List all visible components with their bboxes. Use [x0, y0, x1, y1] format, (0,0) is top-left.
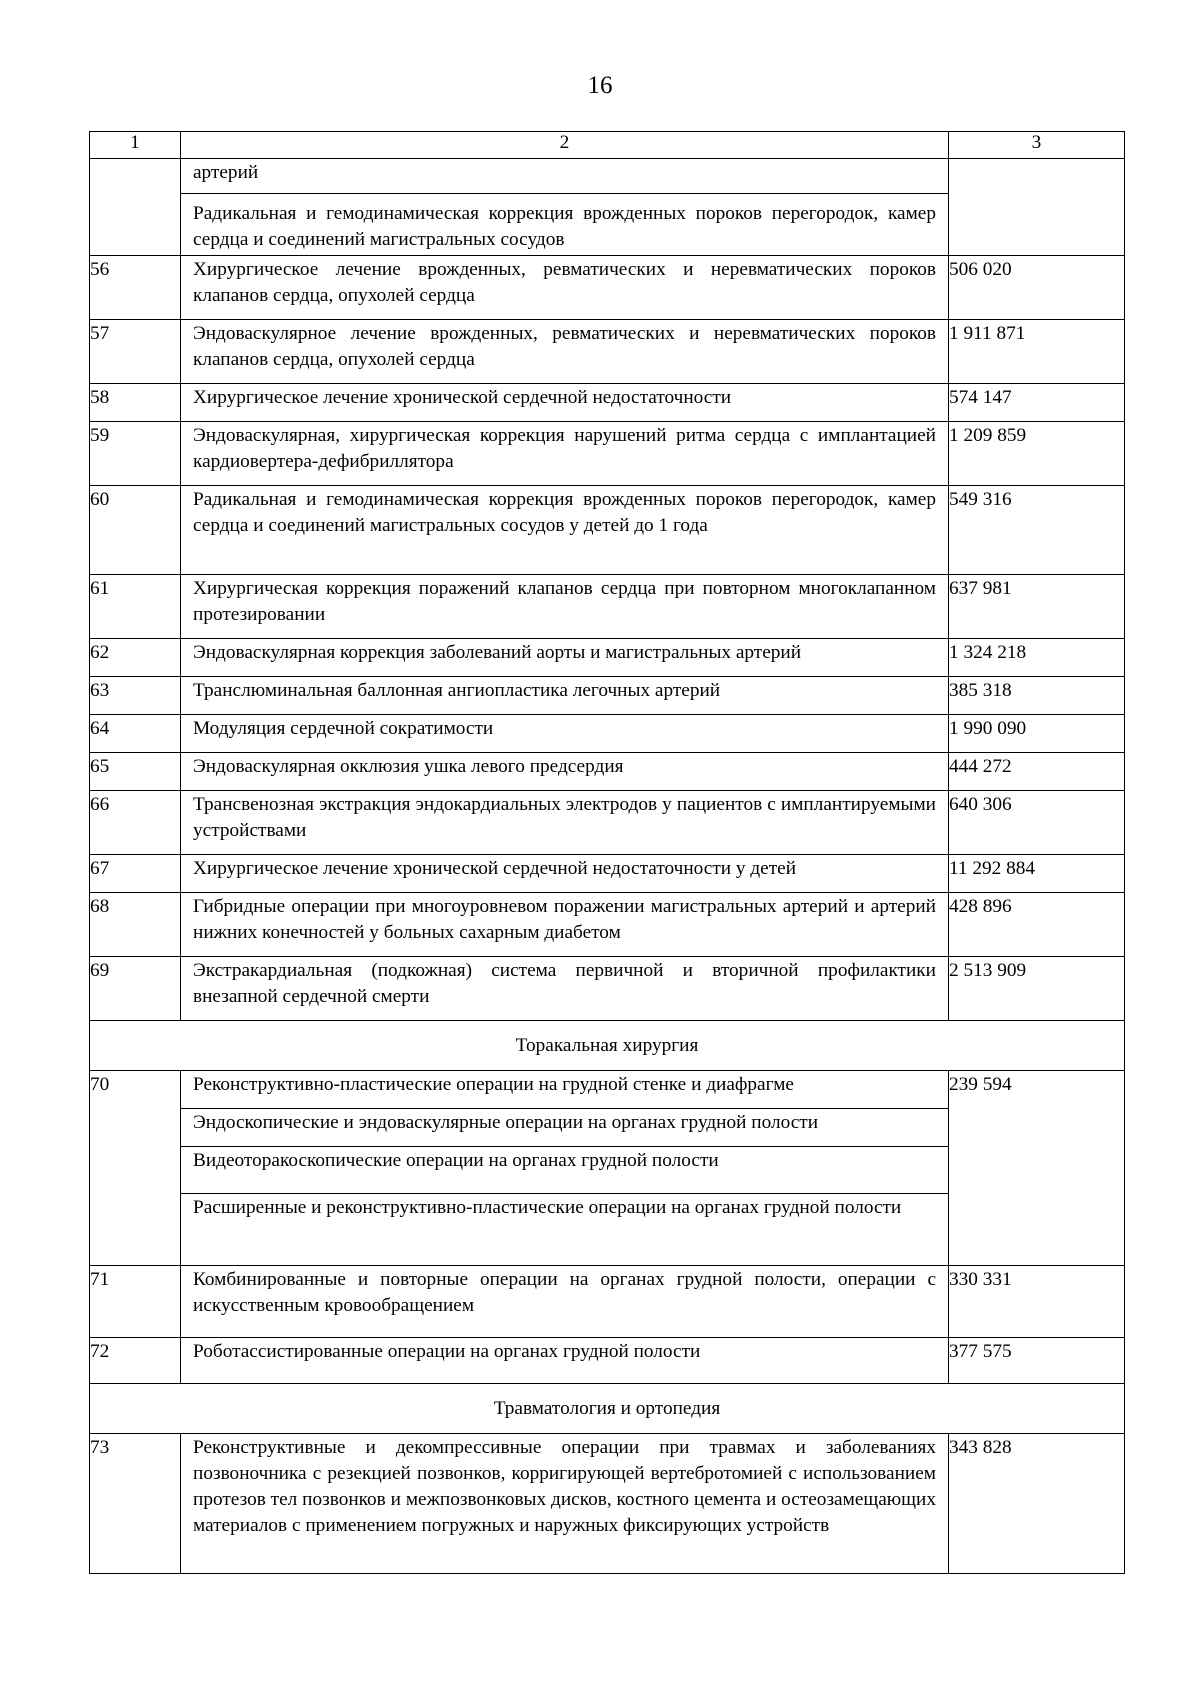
row-value-text: 385 318: [949, 680, 1012, 701]
section-heading-thoracic: Торакальная хирургия: [90, 1021, 1125, 1071]
row-description-text: Хирургическое лечение врожденных, ревматических и неревматических пороков клапанов сердца, опухолей сердца: [193, 259, 936, 306]
row-description: [181, 677, 949, 715]
row-number-text: 63: [90, 680, 110, 701]
row-description: [181, 1147, 949, 1194]
row-number-text: 72: [90, 1341, 110, 1362]
table-row: [90, 384, 1125, 422]
row-number: [90, 256, 181, 320]
table-row: [90, 639, 1125, 677]
row-number-text: 73: [90, 1437, 110, 1458]
row-description-text: Хирургическое лечение хронической сердечной недостаточности у детей: [193, 858, 797, 879]
row-description: [181, 486, 949, 575]
row-description: [181, 753, 949, 791]
row-value-text: 506 020: [949, 259, 1012, 280]
row-number-text: 60: [90, 489, 110, 510]
section-heading-row: [90, 1384, 1125, 1434]
row-description: [181, 893, 949, 957]
row-description: [181, 1434, 949, 1574]
row-value: [949, 715, 1125, 753]
row-description-text: Модуляция сердечной сократимости: [193, 718, 494, 739]
row-value: [949, 486, 1125, 575]
table-row: [90, 320, 1125, 384]
row-number: [90, 1338, 181, 1384]
table-row: [90, 486, 1125, 575]
row-value: [949, 1434, 1125, 1574]
row-value-text: 640 306: [949, 794, 1012, 815]
row-value: [949, 1266, 1125, 1338]
row-description: [181, 855, 949, 893]
row-number-text: 56: [90, 259, 110, 280]
section-heading-row: [90, 1021, 1125, 1071]
row-value-text: 1 324 218: [949, 642, 1027, 663]
table-row: [90, 1266, 1125, 1338]
table-row: [90, 753, 1125, 791]
row-number-text: 62: [90, 642, 110, 663]
row-description-text: Транслюминальная баллонная ангиопластика легочных артерий: [193, 680, 721, 701]
row-description-text: Реконструктивно-пластические операции на грудной стенке и диафрагме: [193, 1074, 794, 1095]
row-value: [949, 159, 1125, 256]
row-description: [181, 1109, 949, 1147]
row-number: [90, 486, 181, 575]
row-description: [181, 1338, 949, 1384]
row-description-text: Реконструктивные и декомпрессивные операции при травмах и заболеваниях позвоночника с резекцией позвонков, корригирующей вертебротомией с использованием протезов тел позвонков и межпозвонковых дисков, костного цемента и остеозамещающих материалов с применением погружных и наружных фиксирующих устройств: [193, 1437, 936, 1536]
row-value: [949, 256, 1125, 320]
row-number-text: 58: [90, 387, 110, 408]
row-value-text: 1 209 859: [949, 425, 1027, 446]
row-description: [181, 320, 949, 384]
row-value: [949, 677, 1125, 715]
row-value: [949, 893, 1125, 957]
table-row: [90, 1071, 1125, 1109]
row-value-text: 330 331: [949, 1269, 1012, 1290]
row-value-text: 2 513 909: [949, 960, 1027, 981]
header-label: 2: [559, 132, 570, 153]
tariff-table: [89, 131, 1125, 1574]
row-description-text: Радикальная и гемодинамическая коррекция врожденных пороков перегородок, камер сердца и соединений магистральных сосудов у детей до 1 года: [193, 489, 936, 536]
row-number: [90, 753, 181, 791]
row-description-text: Гибридные операции при многоуровневом поражении магистральных артерий и артерий нижних конечностей у больных сахарным диабетом: [193, 896, 936, 943]
row-number: [90, 1071, 181, 1266]
row-description: [181, 159, 949, 194]
row-number: [90, 575, 181, 639]
row-number: [90, 855, 181, 893]
row-description: [181, 639, 949, 677]
row-number: [90, 715, 181, 753]
row-description-text: Экстракардиальная (подкожная) система первичной и вторичной профилактики внезапной сердечной смерти: [193, 960, 936, 1007]
row-value: [949, 1338, 1125, 1384]
row-number: [90, 1434, 181, 1574]
row-description: [181, 384, 949, 422]
row-description-text: Роботассистированные операции на органах грудной полости: [193, 1341, 701, 1362]
row-number-text: 57: [90, 323, 110, 344]
row-number: [90, 893, 181, 957]
table-row: [90, 1338, 1125, 1384]
table-row: [90, 422, 1125, 486]
row-number: [90, 422, 181, 486]
row-value-text: 574 147: [949, 387, 1012, 408]
row-value-text: 343 828: [949, 1437, 1012, 1458]
table-row: [90, 159, 1125, 194]
row-value: [949, 791, 1125, 855]
table-row: [90, 256, 1125, 320]
table-row: [90, 715, 1125, 753]
row-value-text: 428 896: [949, 896, 1012, 917]
row-description: [181, 1266, 949, 1338]
row-description: [181, 1194, 949, 1266]
row-number-text: 64: [90, 718, 110, 739]
row-description: [181, 715, 949, 753]
row-value: [949, 957, 1125, 1021]
row-description-text: Радикальная и гемодинамическая коррекция врожденных пороков перегородок, камер сердца и соединений магистральных сосудов: [193, 203, 936, 250]
header-label: 1: [130, 132, 140, 153]
row-number-text: 67: [90, 858, 110, 879]
row-description: [181, 194, 949, 256]
row-number-text: 61: [90, 578, 110, 599]
table-row: [90, 957, 1125, 1021]
row-description: [181, 957, 949, 1021]
row-value-text: 444 272: [949, 756, 1012, 777]
table-row: [90, 677, 1125, 715]
row-number: [90, 1266, 181, 1338]
row-number-text: 66: [90, 794, 110, 815]
row-number: [90, 159, 181, 256]
row-description-text: Хирургическое лечение хронической сердечной недостаточности: [193, 387, 732, 408]
row-description-text: Эндоваскулярная, хирургическая коррекция нарушений ритма сердца с имплантацией кардиовертера-дефибриллятора: [193, 425, 936, 472]
row-value-text: 637 981: [949, 578, 1012, 599]
row-number: [90, 791, 181, 855]
row-description-text: артерий: [193, 162, 259, 183]
row-number-text: 71: [90, 1269, 110, 1290]
row-value: [949, 575, 1125, 639]
row-description-text: Расширенные и реконструктивно-пластические операции на органах грудной полости: [193, 1197, 902, 1218]
row-description-text: Комбинированные и повторные операции на органах грудной полости, операции с искусственным кровообращением: [193, 1269, 936, 1316]
row-number: [90, 957, 181, 1021]
row-description: [181, 422, 949, 486]
header-col-1: [90, 132, 181, 159]
table-row: [90, 791, 1125, 855]
row-number: [90, 639, 181, 677]
row-description-text: Эндоскопические и эндоваскулярные операции на органах грудной полости: [193, 1112, 819, 1133]
row-value-text: 239 594: [949, 1074, 1012, 1095]
row-description: [181, 791, 949, 855]
row-number-text: 69: [90, 960, 110, 981]
table-row: [90, 1434, 1125, 1574]
row-description-text: Хирургическая коррекция поражений клапанов сердца при повторном многоклапанном протезировании: [193, 578, 936, 625]
row-value-text: 1 911 871: [949, 323, 1026, 344]
table-row: [90, 893, 1125, 957]
row-value: [949, 422, 1125, 486]
row-value: [949, 855, 1125, 893]
row-value: [949, 320, 1125, 384]
row-description: [181, 575, 949, 639]
row-description: [181, 1071, 949, 1109]
row-description-text: Эндоваскулярная коррекция заболеваний аорты и магистральных артерий: [193, 642, 802, 663]
row-value-text: 1 990 090: [949, 718, 1027, 739]
row-value: [949, 1071, 1125, 1266]
row-number-text: 59: [90, 425, 110, 446]
header-label: 3: [1031, 132, 1042, 153]
row-number: [90, 320, 181, 384]
row-number: [90, 384, 181, 422]
row-number-text: 68: [90, 896, 110, 917]
row-number-text: 70: [90, 1074, 110, 1095]
row-description-text: Эндоваскулярная окклюзия ушка левого предсердия: [193, 756, 624, 777]
table-header-row: [90, 132, 1125, 159]
row-value-text: 11 292 884: [949, 858, 1036, 879]
row-number: [90, 677, 181, 715]
row-value: [949, 639, 1125, 677]
row-value-text: 377 575: [949, 1341, 1012, 1362]
row-description-text: Эндоваскулярное лечение врожденных, ревматических и неревматических пороков клапанов сердца, опухолей сердца: [193, 323, 936, 370]
row-value: [949, 753, 1125, 791]
row-number-text: 65: [90, 756, 110, 777]
table-row: [90, 575, 1125, 639]
row-description-text: Трансвенозная экстракция эндокардиальных электродов у пациентов с имплантируемыми устройствами: [193, 794, 936, 841]
table-row: [90, 855, 1125, 893]
header-col-2: [181, 132, 949, 159]
section-heading-traumatology: Травматология и ортопедия: [90, 1384, 1125, 1434]
page-number: 16: [587, 72, 613, 99]
row-value-text: 549 316: [949, 489, 1012, 510]
header-col-3: [949, 132, 1125, 159]
row-description: [181, 256, 949, 320]
row-description-text: Видеоторакоскопические операции на органах грудной полости: [193, 1150, 719, 1171]
row-value: [949, 384, 1125, 422]
